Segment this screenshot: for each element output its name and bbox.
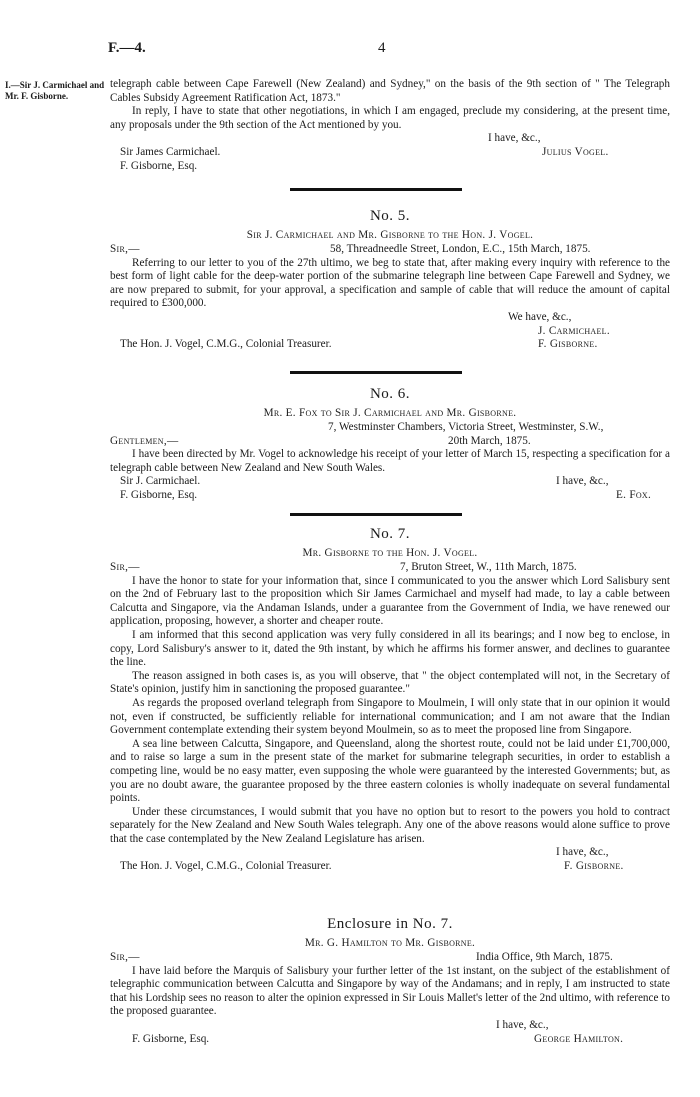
- salutation: Sir,—: [110, 243, 140, 255]
- section-title: Enclosure in No. 7.: [327, 916, 453, 932]
- closing: I have, &c.,: [496, 1018, 549, 1031]
- recipient-signature-row: [110, 489, 670, 503]
- recipient: The Hon. J. Vogel, C.M.G., Colonial Treasurer.: [120, 338, 332, 351]
- letter-4-closing-row: [110, 132, 670, 146]
- closing: We have, &c.,: [508, 310, 572, 323]
- letter-paragraph: A sea line between Calcutta, Singapore, and Queensland, along the shortest route, could not be laid under £1,700,000, and to raise so large a sum in the present state of the market for submarine telegraph securities, in order to establish a competing line, would be no easy matter, even supposing the whole were guaranteed by the interested Governments; but, as you are no doubt aware, the guarantee proposed by the three eastern colonies is wholly inadequate on several fundamental points.: [110, 737, 670, 805]
- section-title: No. 6.: [369, 386, 411, 402]
- address: 7, Westminster Chambers, Victoria Street, Westminster, S.W.,: [328, 421, 604, 433]
- signature: Julius Vogel.: [542, 145, 609, 158]
- letter-no-7: [110, 528, 670, 874]
- letter-paragraph: The reason assigned in both cases is, as you will observe, that " the object contemplated will not, in the Secretary of State's opinion, justify him in sanctioning the proposed guarantee.": [110, 669, 670, 696]
- section-divider: [290, 371, 462, 374]
- salutation-row: [110, 951, 670, 965]
- section-subtitle: Mr. E. Fox to Sir J. Carmichael and Mr. Gisborne.: [263, 407, 517, 419]
- page-header: [108, 40, 668, 60]
- letter-4-continuation: [110, 78, 670, 173]
- salutation-row: [110, 435, 670, 449]
- section-divider: [290, 188, 462, 191]
- letter-no-6: [110, 388, 670, 503]
- letter-paragraph: I am informed that this second application was very fully considered in all its bearings; and I now beg to enclose, in copy, Lord Salisbury's answer to it, dated the 9th instant, by which he affirms his former answer, and declines to guarantee the line.: [110, 628, 670, 669]
- closing-row: [110, 1019, 670, 1033]
- recipient-closing-row: [110, 475, 670, 489]
- section-subtitle: Sir J. Carmichael and Mr. Gisborne to the Hon. J. Vogel.: [246, 229, 534, 241]
- salutation: Gentlemen,—: [110, 434, 179, 447]
- salutation-row: [110, 561, 670, 575]
- letter-paragraph: I have been directed by Mr. Vogel to acknowledge his receipt of your letter of March 15, respecting a specification for a telegraph cable between New Zealand and New South Wales.: [110, 448, 670, 474]
- signature: E. Fox.: [616, 488, 652, 501]
- signature: J. Carmichael.: [538, 324, 610, 337]
- closing: I have, &c.,: [488, 132, 541, 145]
- closing-row: [110, 311, 670, 325]
- margin-note: I.—Sir J. Carmichael and Mr. F. Gisborne.: [5, 80, 105, 101]
- letter-4-signature-row: [110, 146, 670, 160]
- letter-paragraph: Referring to our letter to you of the 27th ultimo, we beg to state that, after making every inquiry with reference to the best form of light cable for the deep-water portion of the submarine telegraph line between Cape Farewell and Sydney, we are now prepared to submit, for your approval, a specification and sample of cable that will reduce the amount of capital required to £300,000.: [110, 256, 670, 310]
- letter-paragraph: Under these circumstances, I would submit that you have no option but to resort to the powers you hold to contract separately for the New Zealand and New South Wales telegraph. Any one of the above reasons would alone suffice to prove that the case contemplated by the New Zealand Legislature has arisen.: [110, 805, 670, 845]
- letter-4-paragraph: telegraph cable between Cape Farewell (New Zealand) and Sydney," on the basis of the 9th section of " The Telegraph Cables Subsidy Agreement Ratification Act, 1873.": [110, 78, 670, 104]
- signature: F. Gisborne.: [564, 860, 624, 873]
- section-subtitle: Mr. Gisborne to the Hon. J. Vogel.: [302, 547, 478, 559]
- page-number: 4: [378, 40, 386, 56]
- section-divider: [290, 513, 462, 516]
- letter-4-paragraph: In reply, I have to state that other negotiations, in which I am engaged, preclude my considering, at the present time, any proposals under the 9th section of the Act mentioned by you.: [110, 105, 670, 131]
- closing-row: [110, 846, 670, 860]
- document-reference: F.—4.: [108, 40, 146, 56]
- salutation-row: [110, 243, 670, 257]
- recipient-row: [110, 338, 670, 352]
- enclosure-in-no-7: [110, 918, 670, 1046]
- recipient-signature-row: [110, 860, 670, 874]
- letter-paragraph: I have the honor to state for your information that, since I communicated to you the answer which Lord Salisbury sent on the 2nd of February last to the proposition which Sir James Carmichael and myself had made, to lay a cable between Calcutta and Singapore, via the Andaman Islands, under a guarantee from the Government of India, we have renewed our application, proposing, however, a shorter and cheaper route.: [110, 574, 670, 628]
- closing: I have, &c.,: [556, 475, 609, 488]
- address-date: 58, Threadneedle Street, London, E.C., 15th March, 1875.: [330, 243, 591, 255]
- section-title: No. 5.: [369, 208, 411, 224]
- signature: F. Gisborne.: [538, 338, 598, 351]
- date: 20th March, 1875.: [448, 434, 531, 447]
- recipient: Sir James Carmichael.: [120, 145, 221, 158]
- letter-paragraph: I have laid before the Marquis of Salisbury your further letter of the 1st instant, on the subject of the establishment of telegraphic communication between Calcutta and Singapore by way of the Andamans; and in reply, I am instructed to state that his Lordship sees no reason to alter the opinion expressed in Sir Louis Mallet's letter of the 2nd ultimo, with reference to the proposed guarantee.: [110, 964, 670, 1018]
- salutation: Sir,—: [110, 561, 140, 573]
- recipient: F. Gisborne, Esq.: [132, 1032, 210, 1045]
- recipient: F. Gisborne, Esq.: [120, 488, 198, 501]
- closing: I have, &c.,: [556, 846, 609, 859]
- recipient: Sir J. Carmichael.: [120, 475, 201, 488]
- recipient: The Hon. J. Vogel, C.M.G., Colonial Treasurer.: [120, 860, 332, 873]
- letter-no-5: [110, 210, 670, 352]
- salutation: Sir,—: [110, 951, 140, 963]
- letter-4-recipient-row: [110, 160, 670, 174]
- section-title: No. 7.: [369, 526, 411, 542]
- section-subtitle: Mr. G. Hamilton to Mr. Gisborne.: [304, 937, 476, 949]
- letter-paragraph: As regards the proposed overland telegraph from Singapore to Moulmein, I will only state that in our opinion it would not, even if constructed, be sufficiently reliable for international communication; and I am not aware that the Indian Government contemplate extending their system beyond Moulmein, so as to meet the proposed line from Singapore.: [110, 696, 670, 737]
- recipient-signature-row: [110, 1033, 670, 1047]
- address-date: 7, Bruton Street, W., 11th March, 1875.: [400, 561, 577, 573]
- address-row: [110, 421, 670, 435]
- signature-row: [110, 325, 670, 339]
- signature: George Hamilton.: [534, 1032, 624, 1045]
- recipient: F. Gisborne, Esq.: [120, 159, 198, 172]
- address-date: India Office, 9th March, 1875.: [476, 951, 613, 963]
